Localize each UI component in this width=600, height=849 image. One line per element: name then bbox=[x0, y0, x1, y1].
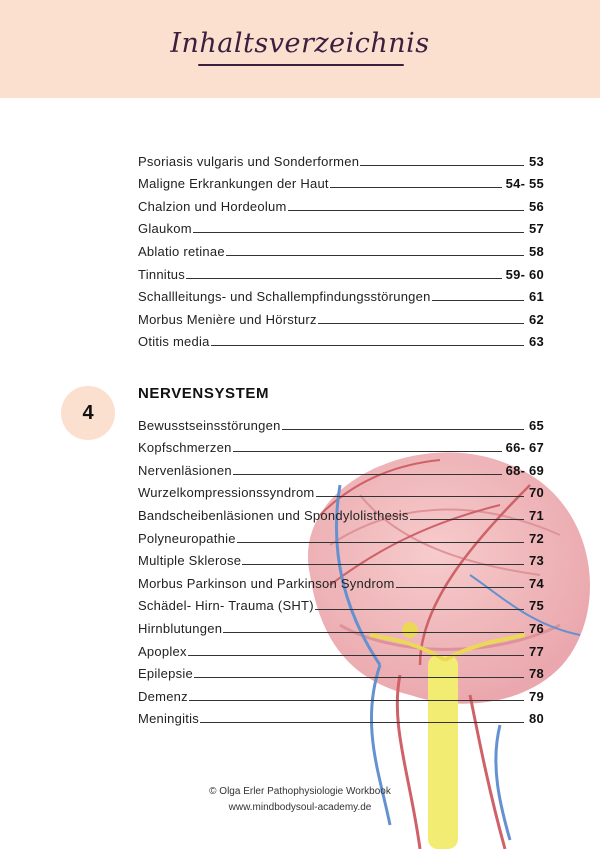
toc-leader bbox=[223, 631, 524, 633]
toc-leader bbox=[396, 586, 524, 588]
title-underline bbox=[198, 64, 404, 66]
toc-list-section bbox=[138, 410, 544, 726]
toc-entry-page: 71 bbox=[529, 507, 544, 523]
toc-entry-page: 57 bbox=[529, 221, 544, 237]
toc-list-top bbox=[138, 146, 544, 349]
toc-entry-label: Demenz bbox=[138, 688, 188, 704]
toc-entry-label: Hirnblutungen bbox=[138, 620, 223, 636]
toc-leader bbox=[315, 608, 524, 610]
toc-entry[interactable] bbox=[138, 433, 544, 456]
toc-entry[interactable] bbox=[138, 455, 544, 478]
footer-copyright: © Olga Erler Pathophysiologie Workbook bbox=[209, 786, 391, 797]
toc-entry-page: 72 bbox=[529, 530, 544, 546]
toc-leader bbox=[316, 495, 524, 497]
toc-entry-page: 59- 60 bbox=[505, 266, 544, 282]
toc-entry-label: Wurzelkompressionssyndrom bbox=[138, 485, 315, 501]
section-number-badge: 4 bbox=[61, 386, 115, 440]
toc-leader bbox=[233, 450, 502, 452]
toc-entry[interactable] bbox=[138, 304, 544, 327]
toc-leader bbox=[410, 518, 524, 520]
toc-leader bbox=[330, 186, 502, 188]
toc-entry-label: Polyneuropathie bbox=[138, 530, 236, 546]
toc-entry[interactable] bbox=[138, 282, 544, 305]
toc-leader bbox=[211, 344, 524, 346]
toc-entry-page: 58 bbox=[529, 243, 544, 259]
toc-entry[interactable] bbox=[138, 327, 544, 350]
toc-leader bbox=[432, 299, 524, 301]
toc-entry-page: 66- 67 bbox=[505, 440, 544, 456]
toc-entry-label: Schädel- Hirn- Trauma (SHT) bbox=[138, 598, 314, 614]
section-heading: NERVENSYSTEM bbox=[138, 385, 270, 402]
toc-entry[interactable] bbox=[138, 613, 544, 636]
toc-entry-page: 73 bbox=[529, 553, 544, 569]
toc-entry[interactable] bbox=[138, 681, 544, 704]
toc-entry[interactable] bbox=[138, 523, 544, 546]
toc-entry[interactable] bbox=[138, 410, 544, 433]
toc-entry-label: Epilepsie bbox=[138, 666, 194, 682]
toc-leader bbox=[282, 428, 524, 430]
toc-entry-page: 68- 69 bbox=[505, 462, 544, 478]
footer-website-link[interactable]: www.mindbodysoul-academy.de bbox=[228, 802, 372, 813]
toc-leader bbox=[242, 563, 524, 565]
toc-leader bbox=[237, 541, 524, 543]
toc-entry-page: 74 bbox=[529, 575, 544, 591]
toc-entry-label: Nervenläsionen bbox=[138, 462, 232, 478]
toc-leader bbox=[188, 654, 524, 656]
toc-entry-label: Schallleitungs- und Schallempfindungsstörungen bbox=[138, 289, 431, 305]
toc-entry-page: 75 bbox=[529, 598, 544, 614]
toc-entry-page: 54- 55 bbox=[505, 176, 544, 192]
header-banner bbox=[0, 0, 600, 98]
toc-entry-label: Tinnitus bbox=[138, 266, 186, 282]
toc-entry[interactable] bbox=[138, 214, 544, 237]
toc-entry[interactable] bbox=[138, 659, 544, 682]
toc-entry-page: 63 bbox=[529, 334, 544, 350]
toc-entry-label: Meningitis bbox=[138, 711, 200, 727]
toc-entry-label: Otitis media bbox=[138, 334, 210, 350]
toc-leader bbox=[186, 277, 502, 279]
toc-entry-label: Maligne Erkrankungen der Haut bbox=[138, 176, 329, 192]
toc-entry[interactable] bbox=[138, 259, 544, 282]
toc-entry-page: 80 bbox=[529, 711, 544, 727]
toc-entry-label: Psoriasis vulgaris und Sonderformen bbox=[138, 153, 360, 169]
toc-entry-page: 61 bbox=[529, 289, 544, 305]
toc-entry-page: 76 bbox=[529, 620, 544, 636]
toc-entry[interactable] bbox=[138, 568, 544, 591]
toc-entry[interactable] bbox=[138, 146, 544, 169]
toc-entry-page: 65 bbox=[529, 417, 544, 433]
toc-entry-page: 77 bbox=[529, 643, 544, 659]
toc-leader bbox=[226, 254, 524, 256]
toc-entry-page: 78 bbox=[529, 666, 544, 682]
page-title: Inhaltsverzeichnis bbox=[170, 28, 430, 59]
toc-leader bbox=[200, 721, 524, 723]
toc-entry[interactable] bbox=[138, 191, 544, 214]
toc-leader bbox=[233, 473, 502, 475]
toc-leader bbox=[193, 231, 524, 233]
page-footer bbox=[0, 784, 600, 816]
toc-leader bbox=[318, 322, 524, 324]
toc-entry[interactable] bbox=[138, 636, 544, 659]
toc-leader bbox=[288, 209, 524, 211]
toc-leader bbox=[189, 699, 524, 701]
toc-entry-label: Kopfschmerzen bbox=[138, 440, 232, 456]
toc-entry[interactable] bbox=[138, 478, 544, 501]
toc-entry[interactable] bbox=[138, 500, 544, 523]
toc-entry-label: Multiple Sklerose bbox=[138, 553, 242, 569]
toc-entry[interactable] bbox=[138, 236, 544, 259]
toc-entry-label: Ablatio retinae bbox=[138, 243, 225, 259]
toc-entry-page: 53 bbox=[529, 153, 544, 169]
toc-entry-label: Apoplex bbox=[138, 643, 187, 659]
toc-entry[interactable] bbox=[138, 704, 544, 727]
toc-entry-page: 56 bbox=[529, 198, 544, 214]
toc-entry[interactable] bbox=[138, 546, 544, 569]
toc-entry-label: Glaukom bbox=[138, 221, 192, 237]
toc-entry-page: 79 bbox=[529, 688, 544, 704]
toc-entry-label: Chalzion und Hordeolum bbox=[138, 198, 287, 214]
toc-leader bbox=[360, 164, 524, 166]
toc-entry-page: 70 bbox=[529, 485, 544, 501]
toc-leader bbox=[194, 676, 524, 678]
toc-entry-page: 62 bbox=[529, 311, 544, 327]
toc-entry[interactable] bbox=[138, 591, 544, 614]
toc-entry[interactable] bbox=[138, 169, 544, 192]
toc-entry-label: Morbus Menière und Hörsturz bbox=[138, 311, 317, 327]
toc-entry-label: Bewusstseinsstörungen bbox=[138, 417, 281, 433]
toc-entry-label: Morbus Parkinson und Parkinson Syndrom bbox=[138, 575, 395, 591]
toc-entry-label: Bandscheibenläsionen und Spondylolisthesis bbox=[138, 507, 409, 523]
